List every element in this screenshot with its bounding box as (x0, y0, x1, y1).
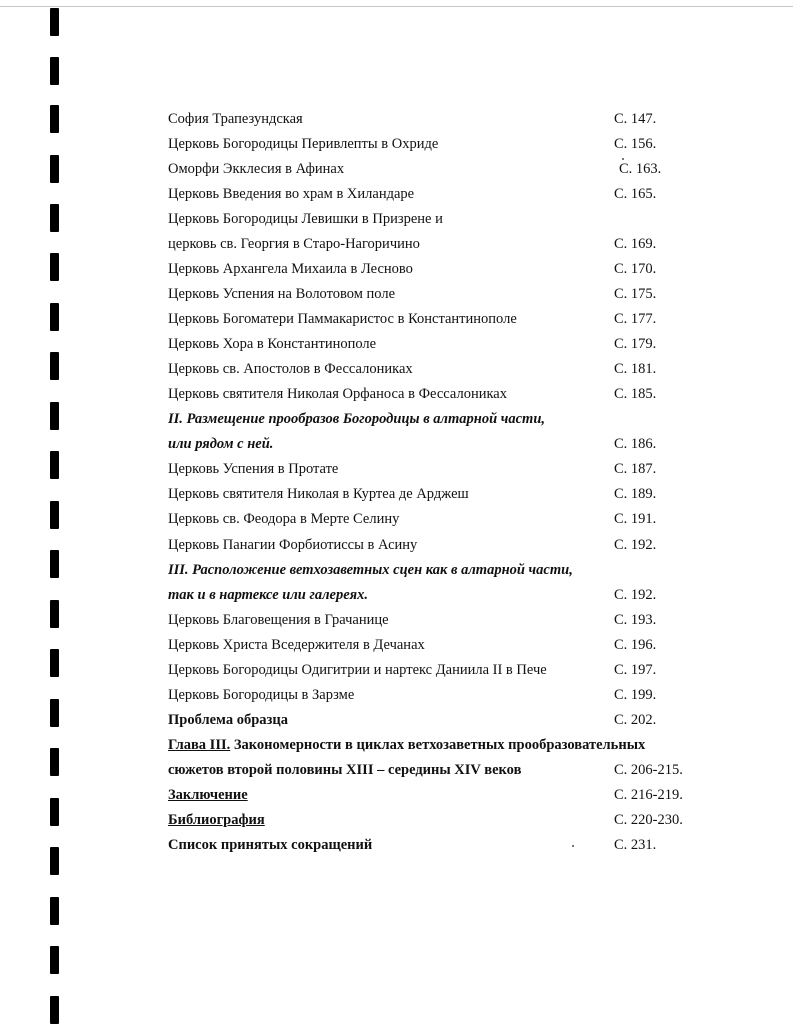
toc-page-number: С. 181. (614, 361, 657, 377)
toc-page-number: С. 216-219. (614, 787, 683, 803)
toc-section-heading: II. Размещение прообразов Богородицы в алтарной части, (168, 411, 546, 427)
toc-page-number: С. 163. (619, 161, 662, 177)
toc-entry: Церковь Богородицы Левишки в Призрене и (168, 211, 443, 227)
toc-page-number: С. 231. (614, 837, 657, 853)
toc-entry: Список принятых сокращений (168, 837, 373, 853)
toc-page-number: С. 199. (614, 687, 657, 703)
toc-page-number: С. 175. (614, 286, 657, 302)
chapter-label: Глава III. (168, 737, 231, 753)
toc-page-number: С. 192. (614, 587, 657, 603)
toc-page-number: С. 193. (614, 612, 657, 628)
toc-entry: Оморфи Экклесия в Афинах (168, 161, 345, 177)
toc-entry: Церковь Хора в Константинополе (168, 336, 377, 352)
toc-page-number: С. 170. (614, 261, 657, 277)
toc-section-heading: или рядом с ней. (168, 436, 274, 452)
toc-page-number: С. 196. (614, 637, 657, 653)
toc-page-number: С. 197. (614, 662, 657, 678)
toc-entry: Церковь Христа Вседержителя в Дечанах (168, 637, 425, 653)
toc-entry: Церковь Успения в Протате (168, 461, 339, 477)
toc-page-number: С. 177. (614, 311, 657, 327)
toc-page-number: С. 191. (614, 511, 657, 527)
toc-entry (168, 811, 608, 829)
toc-entry: Церковь святителя Николая Орфаноса в Фессалониках (168, 386, 507, 402)
toc-entry: Церковь Благовещения в Грачанице (168, 612, 389, 628)
toc-page-number: С. 156. (614, 136, 657, 152)
bibliography-title: Библиография (168, 812, 265, 828)
toc-entry: Церковь Богородицы Перивлепты в Охриде (168, 136, 439, 152)
toc-entry: Церковь Богоматери Паммакаристос в Константинополе (168, 311, 517, 327)
toc-chapter-heading (168, 736, 646, 754)
chapter-title: Закономерности в циклах ветхозаветных прообразовательных (230, 737, 646, 753)
toc-entry: Церковь Архангела Михаила в Лесново (168, 261, 413, 277)
toc-entry: Церковь Богородицы в Зарзме (168, 687, 355, 703)
toc-page-number: С. 186. (614, 436, 657, 452)
toc-page-number: С. 206-215. (614, 762, 683, 778)
toc-page-number: С. 220-230. (614, 812, 683, 828)
toc-entry: Церковь Успения на Волотовом поле (168, 286, 396, 302)
conclusion-title: Заключение (168, 787, 248, 803)
toc-entry: церковь св. Георгия в Старо-Нагоричино (168, 236, 420, 252)
toc-entry: Проблема образца (168, 712, 288, 728)
toc-entry: Церковь св. Апостолов в Фессалониках (168, 361, 413, 377)
toc-page-number: С. 169. (614, 236, 657, 252)
toc-page-number: С. 189. (614, 486, 657, 502)
toc-chapter-heading: сюжетов второй половины XIII – середины XIV веков (168, 762, 522, 778)
toc-entry: София Трапезундская (168, 111, 303, 127)
toc-entry: Церковь Богородицы Одигитрии и нартекс Даниила II в Пече (168, 662, 547, 678)
toc-page-number: С. 192. (614, 537, 657, 553)
toc-section-heading: III. Расположение ветхозаветных сцен как в алтарной части, (168, 562, 573, 578)
toc-page-number: С. 165. (614, 186, 657, 202)
toc-page-number: С. 187. (614, 461, 657, 477)
toc-page-number: С. 179. (614, 336, 657, 352)
toc-entry: Церковь Панагии Форбиотиссы в Асину (168, 537, 418, 553)
toc-entry: Церковь Введения во храм в Хиландаре (168, 186, 415, 202)
toc-entry: Церковь святителя Николая в Куртеа де Арджеш (168, 486, 469, 502)
toc-entry: Церковь св. Феодора в Мерте Селину (168, 511, 400, 527)
toc-page-number: С. 202. (614, 712, 657, 728)
toc-section-heading: так и в нартексе или галереях. (168, 587, 368, 603)
toc-entry (168, 786, 608, 804)
toc-page-number: С. 185. (614, 386, 657, 402)
toc-page-number: С. 147. (614, 111, 657, 127)
